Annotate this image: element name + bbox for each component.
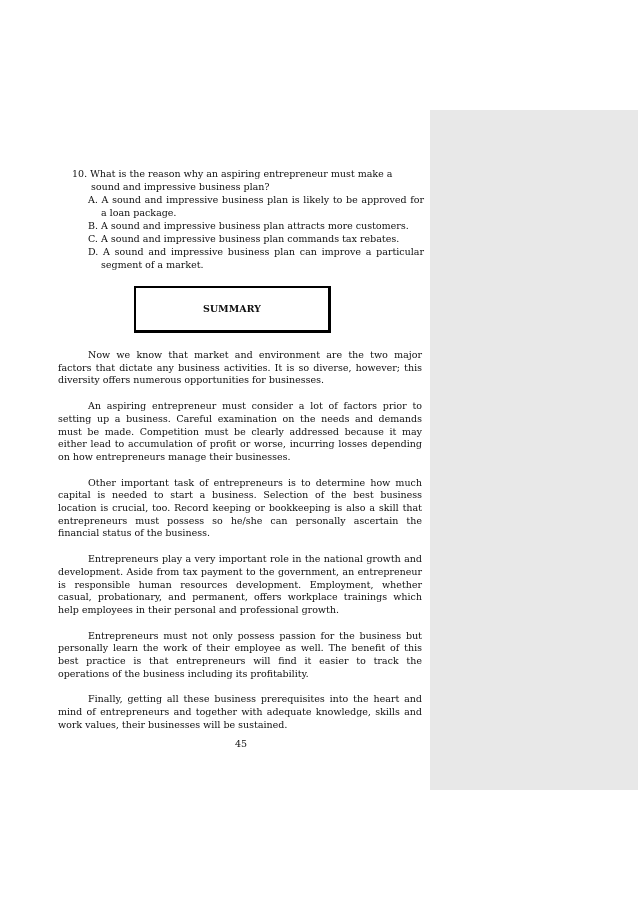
page-number: 45: [234, 739, 248, 750]
paragraph: Other important task of entrepreneurs is to determine how much capital is needed to start a business. Selection of the best business location is crucial, too. Record keeping or bookkeeping is also a skill that entrepreneurs must possess so he/she can personally ascertain the financial status of the business.: [58, 477, 422, 540]
comment-pane: [430, 110, 638, 790]
paragraph: An aspiring entrepreneur must consider a lot of factors prior to setting up a business. Careful examination on the needs and demands must be made. Competition must be clearly addressed because it may either lead to accumulation of profit or worse, incurring losses depending on how entrepreneurs manage their businesses.: [58, 401, 422, 463]
paragraph: Entrepreneurs must not only possess passion for the business but personally learn the work of their employee as well. The benefit of this best practice is that entrepreneurs will find it easier to track the operations of the business including its profitability.: [58, 630, 422, 680]
summary-heading: SUMMARY: [203, 303, 261, 315]
question-stem: 10. What is the reason why an aspiring entrepreneur must make a sound and impressive business plan?: [72, 169, 393, 193]
option-d: D. A sound and impressive business plan can improve a particular segment of a market.: [88, 247, 424, 271]
summary-heading-box: [134, 286, 331, 333]
paragraph: Finally, getting all these business prerequisites into the heart and mind of entrepreneurs and together with adequate knowledge, skills and work values, their businesses will be sustained.: [58, 694, 422, 731]
option-c: C. A sound and impressive business plan commands tax rebates.: [88, 234, 400, 245]
question-10: [72, 168, 424, 272]
summary-body: [58, 350, 422, 746]
paragraph: Now we know that market and environment are the two major factors that dictate any business activities. It is so diverse, however; this diversity offers numerous opportunities for businesses.: [58, 350, 422, 387]
option-b: B. A sound and impressive business plan attracts more customers.: [88, 221, 409, 232]
option-a: A. A sound and impressive business plan is likely to be approved for a loan package.: [88, 195, 424, 219]
paragraph: Entrepreneurs play a very important role in the national growth and development. Aside from tax payment to the government, an entrepreneur is responsible human resources development. Employment, whether casual, probationary, and permanent, offers workplace trainings which help employees in their personal and professional growth.: [58, 554, 422, 616]
